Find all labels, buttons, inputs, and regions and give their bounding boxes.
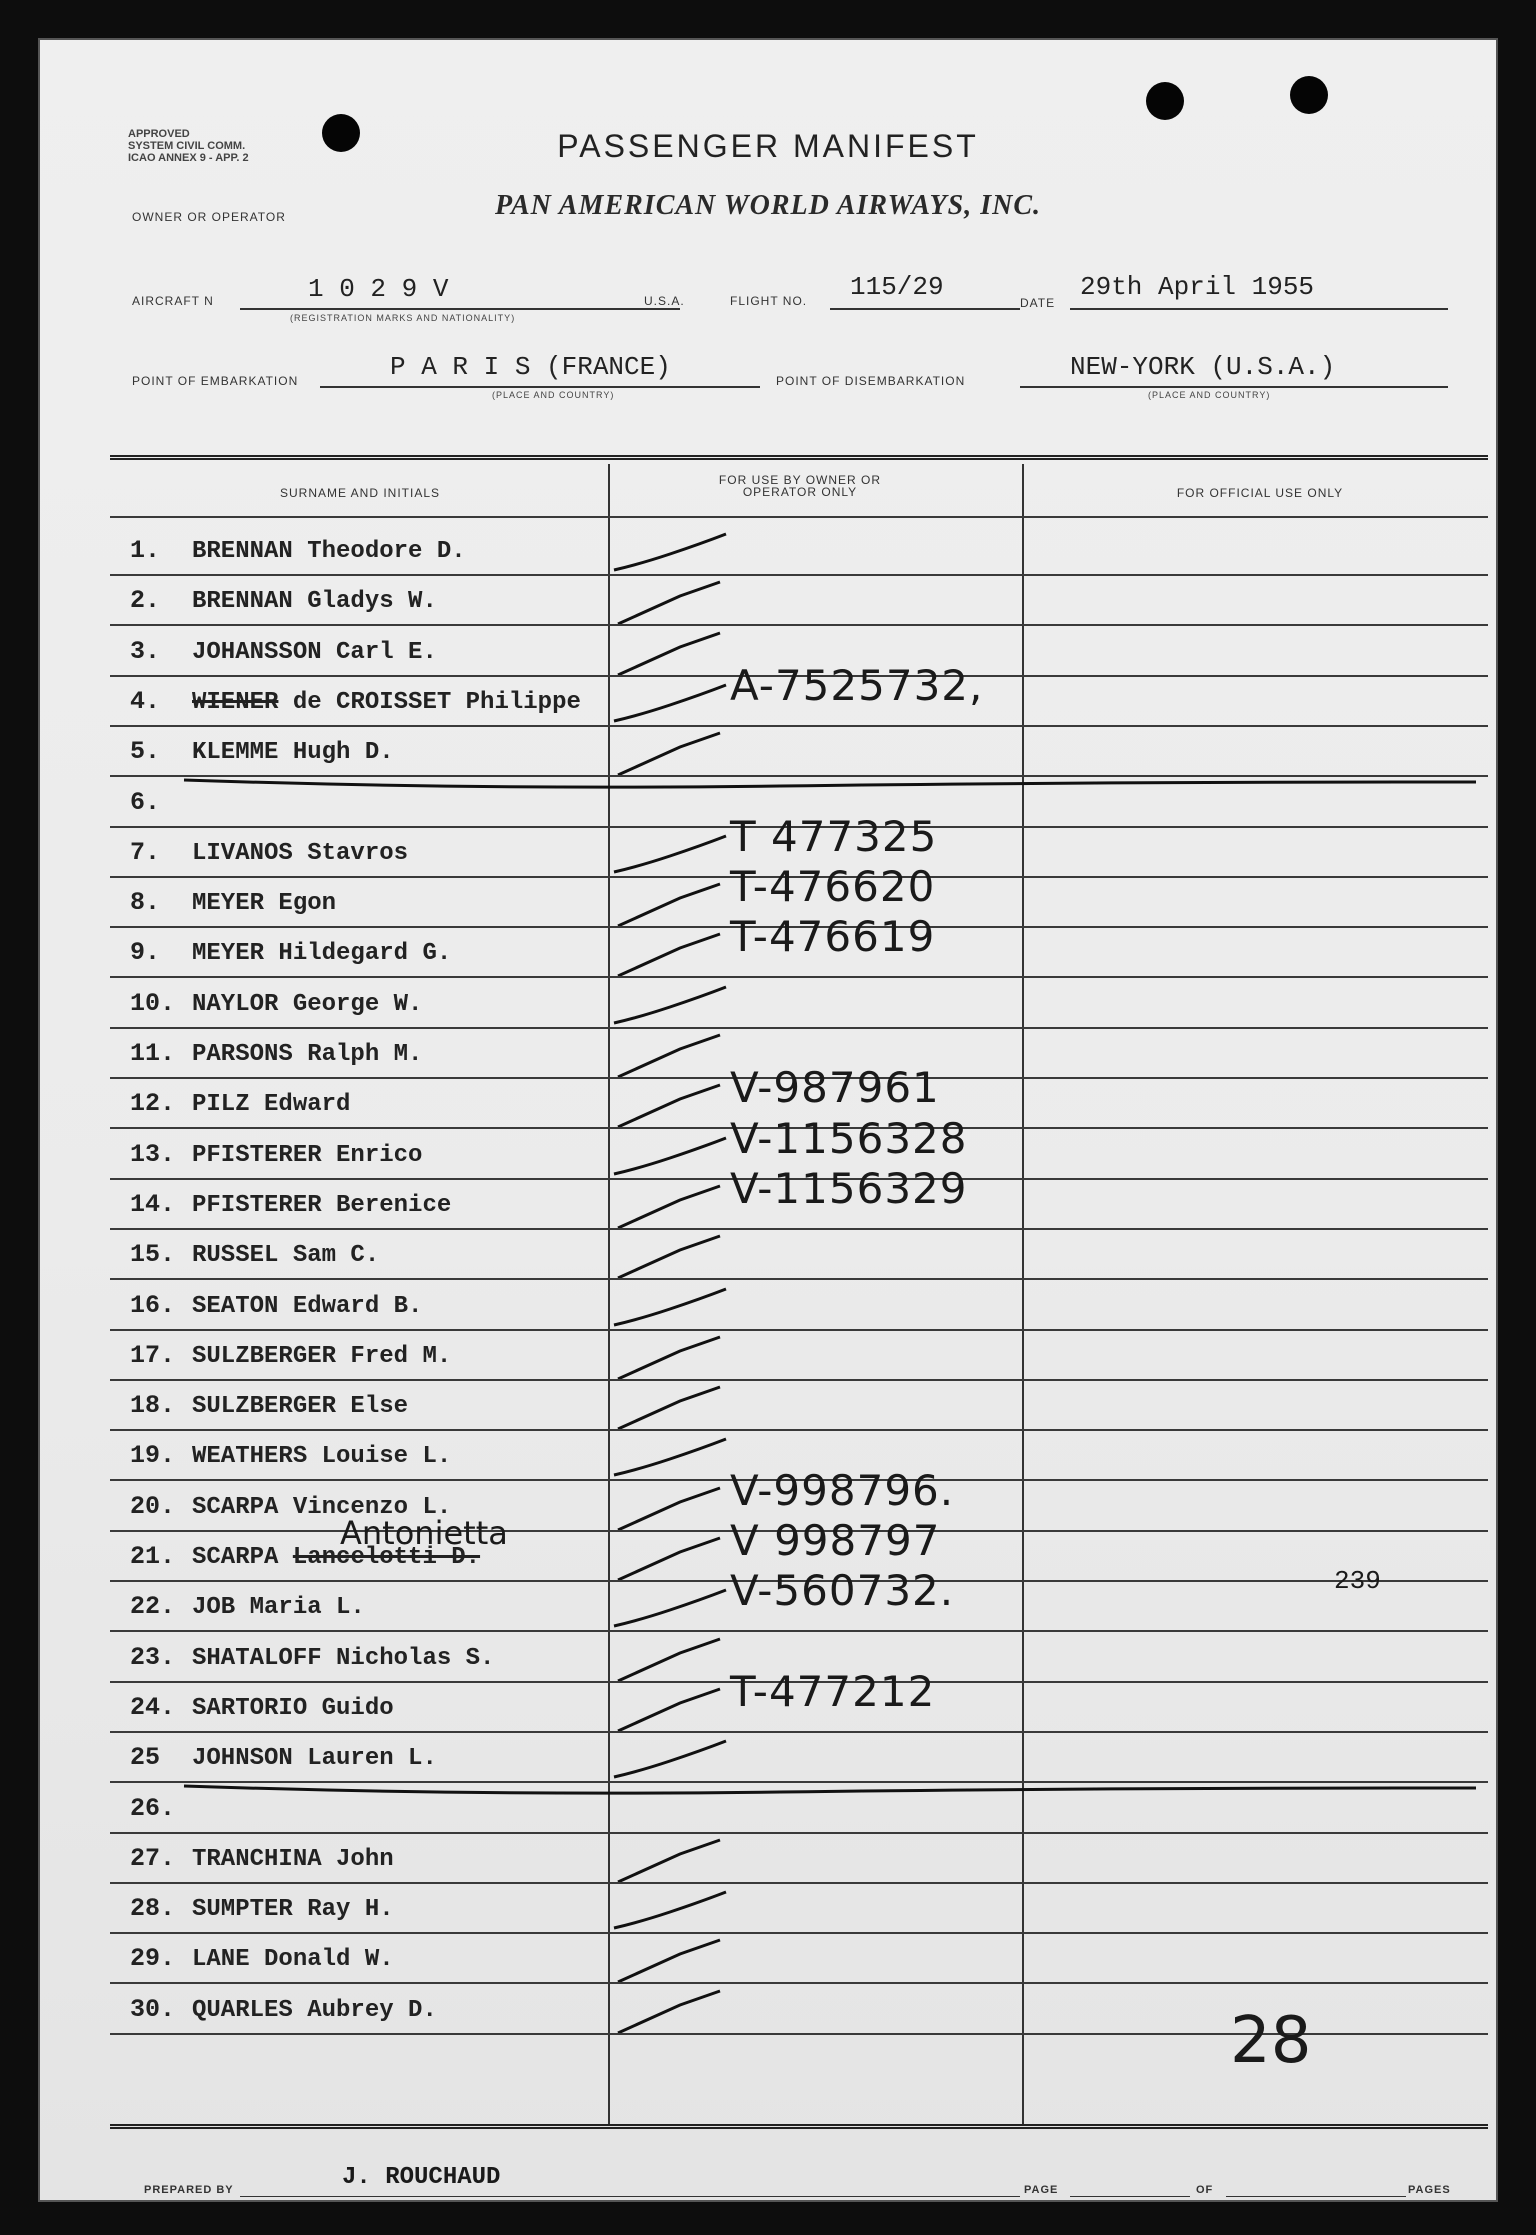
row-number: 17. [130, 1340, 176, 1370]
page-underline [1070, 2196, 1190, 2197]
embarkation-label: POINT OF EMBARKATION [132, 374, 299, 388]
owner-label: OWNER OR OPERATOR [132, 210, 286, 224]
row-rule [110, 1027, 1488, 1029]
disembarkation-label: POINT OF DISEMBARKATION [776, 374, 966, 388]
row-number: 19. [130, 1441, 176, 1471]
date-underline [1070, 308, 1448, 310]
row-number: 21. [130, 1542, 176, 1571]
passenger-row [40, 1291, 1496, 1341]
passport-number: A-7525732, [730, 660, 984, 710]
passenger-row [40, 989, 1496, 1039]
passenger-row [40, 1944, 1496, 1994]
header-rule [110, 516, 1488, 518]
row-number: 6. [130, 787, 161, 817]
row-number: 8. [130, 888, 161, 918]
row-rule [110, 1329, 1488, 1331]
of-underline [1226, 2196, 1406, 2197]
punch-hole [1290, 76, 1328, 114]
row-number: 29. [130, 1944, 176, 1974]
passenger-name: LANE Donald W. [192, 1946, 394, 1974]
passenger-name: PARSONS Ralph M. [192, 1041, 423, 1068]
passenger-name: BRENNAN Gladys W. [192, 588, 437, 616]
passenger-name: QUARLES Aubrey D. [192, 1996, 437, 2024]
passport-number: T-476620 [730, 862, 936, 912]
passport-number: V 998797 [730, 1516, 941, 1565]
passenger-name: MEYER Hildegard G. [192, 940, 452, 968]
passenger-name: SULZBERGER Else [192, 1393, 409, 1421]
embarkation-underline [320, 386, 760, 388]
row-number: 1. [130, 536, 161, 565]
passenger-row [40, 1163, 1496, 1240]
date-label: DATE [1020, 296, 1056, 310]
total-count: 28 [1230, 2004, 1312, 2078]
aircraft-underline [240, 308, 680, 310]
row-rule [110, 1932, 1488, 1934]
row-rule [110, 1832, 1488, 1834]
approval-line: APPROVED [128, 128, 190, 140]
row-number: 12. [130, 1089, 176, 1119]
passenger-name: SUMPTER Ray H. [192, 1896, 394, 1924]
struck-name: WIENER [192, 688, 279, 716]
row-number: 7. [130, 837, 161, 867]
handwritten-name-correction: Antonietta [340, 1514, 508, 1552]
row-rule [110, 1228, 1488, 1230]
passport-number: V-998796. [730, 1465, 955, 1515]
passenger-name: NAYLOR George W. [192, 990, 423, 1018]
approval-line: SYSTEM CIVIL COMM. [128, 140, 246, 152]
passenger-name [192, 689, 581, 716]
page-label: PAGE [1024, 2184, 1059, 2196]
disembarkation-note: (PLACE AND COUNTRY) [1148, 390, 1271, 400]
embarkation-value: P A R I S (FRANCE) [390, 352, 671, 382]
row-number: 16. [130, 1290, 176, 1320]
passenger-row [40, 1391, 1496, 1441]
passport-number: T 477325 [730, 811, 938, 861]
passenger-name: TRANCHINA John [192, 1845, 394, 1873]
row-number: 4. [130, 686, 161, 716]
official-use-header: FOR OFFICIAL USE ONLY [1176, 486, 1344, 500]
surname-header: SURNAME AND INITIALS [279, 486, 441, 500]
passport-number: T-477212 [730, 1666, 936, 1716]
row-rule [110, 1731, 1488, 1733]
row-rule [110, 1630, 1488, 1632]
passenger-name: PFISTERER Berenice [192, 1191, 452, 1219]
row-number: 14. [130, 1189, 176, 1219]
passenger-row [40, 1894, 1496, 1944]
table-bottom-rule [110, 2124, 1488, 2129]
passport-number: T-476619 [730, 912, 936, 962]
disembarkation-value: NEW-YORK (U.S.A.) [1070, 352, 1336, 382]
owner-use-header: FOR USE BY OWNER OR OPERATOR ONLY [718, 473, 882, 499]
passenger-name: SHATALOFF Nicholas S. [192, 1644, 495, 1672]
passport-number: V-987961 [730, 1063, 940, 1113]
row-number: 11. [130, 1039, 176, 1068]
passport-number: V-560732. [730, 1566, 955, 1616]
row-rule [110, 1379, 1488, 1381]
row-rule [110, 1278, 1488, 1280]
prepared-by-value: J. ROUCHAUD [342, 2164, 501, 2191]
passenger-row [40, 586, 1496, 636]
disembarkation-underline [1020, 386, 1448, 388]
manifest-sheet [40, 40, 1496, 2200]
date-value: 29th April 1955 [1080, 272, 1315, 302]
passenger-row [40, 1666, 1496, 1743]
aircraft-label: AIRCRAFT N [132, 294, 214, 308]
passenger-row [40, 1844, 1496, 1894]
passenger-name: RUSSEL Sam C. [192, 1242, 380, 1270]
row-number: 18. [130, 1391, 176, 1421]
passenger-name: MEYER Egon [192, 890, 337, 918]
passenger-name: PFISTERER Enrico [192, 1141, 423, 1169]
passport-number: V-1156328 [730, 1113, 968, 1163]
row-rule [110, 1882, 1488, 1884]
row-rule [110, 976, 1488, 978]
embarkation-note: (PLACE AND COUNTRY) [492, 390, 615, 400]
row-number: 23. [130, 1642, 176, 1672]
passenger-name: SCARPA Vincenzo L. [192, 1493, 452, 1521]
struck-name: Lancelotti D. [292, 1544, 481, 1571]
pages-label: PAGES [1408, 2184, 1451, 2196]
passenger-name: WEATHERS Louise L. [192, 1443, 452, 1471]
row-number: 15. [130, 1240, 176, 1270]
passenger-name-text: de CROISSET Philippe [292, 688, 581, 716]
passenger-name: SARTORIO Guido [192, 1694, 394, 1722]
row-number: 20. [130, 1491, 176, 1521]
official-number: 239 [1334, 1566, 1381, 1596]
aircraft-note: (REGISTRATION MARKS AND NATIONALITY) [290, 313, 516, 323]
company-name: PAN AMERICAN WORLD AIRWAYS, INC. [494, 190, 1041, 221]
strike-line-icon [180, 1776, 1480, 1806]
passenger-name: JOHANSSON Carl E. [192, 638, 437, 666]
row-number: 27. [130, 1843, 176, 1873]
page-title: PASSENGER MANIFEST [557, 128, 979, 164]
flight-value: 115/29 [850, 272, 944, 302]
row-number: 24. [130, 1692, 176, 1722]
row-number: 26. [130, 1793, 176, 1823]
passenger-name: SULZBERGER Fred M. [192, 1342, 452, 1370]
passenger-row [40, 1794, 1496, 1844]
passenger-name: KLEMME Hugh D. [192, 739, 394, 767]
passenger-name: SEATON Edward B. [192, 1292, 423, 1320]
passenger-row [40, 660, 1496, 737]
row-number: 2. [130, 586, 161, 616]
approval-line: ICAO ANNEX 9 - APP. 2 [128, 152, 249, 164]
row-number: 25 [130, 1743, 161, 1773]
strike-line-icon [180, 770, 1480, 800]
row-number: 13. [130, 1139, 176, 1169]
row-rule [110, 624, 1488, 626]
passenger-row [40, 1341, 1496, 1391]
flight-underline [830, 308, 1020, 310]
passenger-name: LIVANOS Stavros [192, 839, 409, 867]
row-number: 5. [130, 737, 161, 767]
aircraft-value: 1 0 2 9 V [308, 274, 449, 304]
row-number: 9. [130, 938, 161, 968]
punch-hole [1146, 82, 1184, 120]
row-rule [110, 1982, 1488, 1984]
flight-label: FLIGHT NO. [730, 294, 808, 308]
passenger-row [40, 536, 1496, 586]
row-number: 30. [130, 1994, 176, 2024]
row-number: 3. [130, 636, 161, 666]
passenger-row [40, 1240, 1496, 1290]
passenger-name: JOHNSON Lauren L. [192, 1745, 437, 1773]
row-number: 28. [130, 1894, 176, 1924]
row-number: 22. [130, 1592, 176, 1622]
row-rule [110, 1429, 1488, 1431]
passenger-row [40, 912, 1496, 988]
row-rule [110, 725, 1488, 727]
of-label: OF [1196, 2184, 1214, 2196]
passenger-name: BRENNAN Theodore D. [192, 538, 466, 565]
passport-number: V-1156329 [730, 1163, 968, 1213]
prepared-by-label: PREPARED BY [144, 2184, 234, 2196]
table-top-rule [110, 455, 1488, 460]
passenger-name-text: SCARPA [192, 1544, 279, 1571]
prepared-by-underline [240, 2196, 1020, 2197]
row-number: 10. [130, 988, 176, 1018]
passenger-name: JOB Maria L. [192, 1594, 365, 1622]
row-rule [110, 574, 1488, 576]
aircraft-country: U.S.A. [644, 294, 685, 308]
passenger-name: PILZ Edward [192, 1091, 351, 1119]
